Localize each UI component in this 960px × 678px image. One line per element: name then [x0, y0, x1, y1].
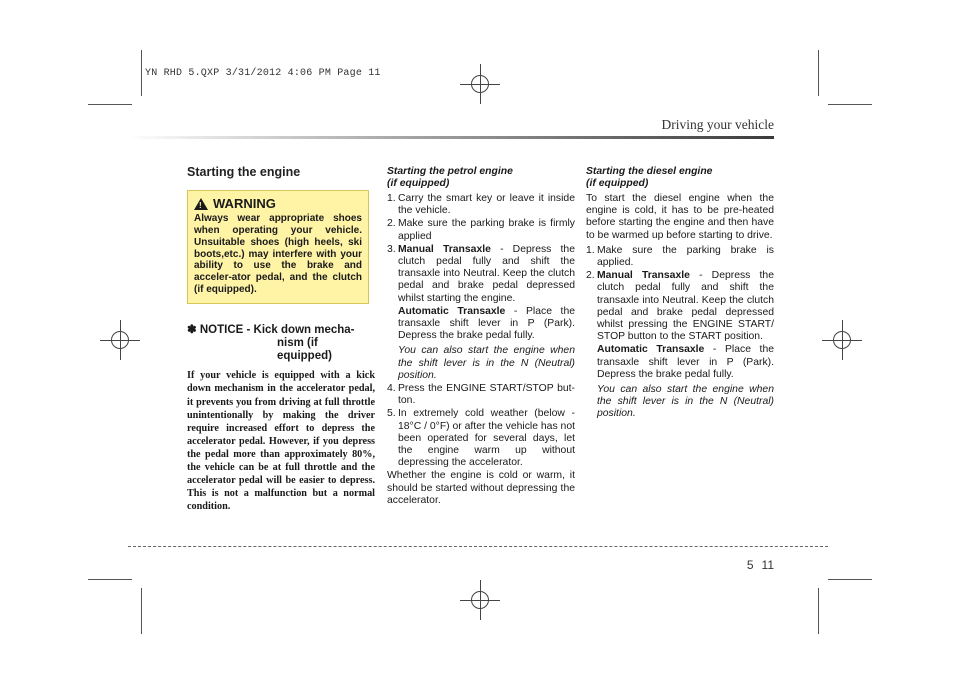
notice-body: If your vehicle is equipped with a kick down mechanism in the accelerator pedal, it prevents you from driving at full throttle unintentionally by making the driver require increased effort to depress the accelerator pedal. However, if you depress the pedal more than approximately 80%, the vehicle can be at full throttle and the accelerator pedal will be easier to depress. This is not a malfunction but a normal condition. — [187, 370, 375, 513]
page-number — [747, 558, 774, 572]
step-label: Automatic Transaxle — [398, 305, 506, 317]
step-number: 1. — [586, 244, 595, 256]
automatic-transaxle-note — [387, 306, 575, 343]
footer-rule — [128, 546, 828, 547]
step-text — [597, 270, 774, 343]
print-slug: YN RHD 5.QXP 3/31/2012 4:06 PM Page 11 — [145, 68, 381, 79]
crop-mark — [88, 104, 132, 105]
section-heading: Starting the engine — [187, 165, 301, 179]
petrol-steps — [387, 193, 575, 469]
list-item — [387, 383, 575, 407]
list-item — [586, 245, 774, 269]
step-label: Manual Transaxle — [398, 243, 491, 255]
warning-box — [187, 190, 369, 304]
notice-title-line2: nism (if equipped) — [277, 337, 332, 363]
column-middle — [387, 166, 575, 507]
step-text: In extremely cold weather (below - 18°C / 0°F) or after the vehicle has not been operated for several days, let the engine warm up without depressing the accelerator. — [398, 408, 575, 469]
list-item — [387, 244, 575, 305]
petrol-heading-line1: Starting the petrol engine — [387, 166, 513, 177]
crop-mark — [88, 579, 132, 580]
step-body: - Depress the clutch pedal fully and shift the transaxle into Neutral. Keep the clutch pedal and brake pedal depressed whilst starting the engine. — [398, 243, 575, 304]
list-item — [387, 193, 575, 217]
step-label: Manual Transaxle — [597, 270, 690, 282]
diesel-steps — [586, 245, 774, 421]
notice-title-line1: Kick down mecha- — [253, 324, 355, 337]
warning-icon — [194, 198, 208, 210]
neutral-note: You can also start the engine when the shift lever is in the N (Neutral) position. — [398, 345, 575, 381]
list-item — [387, 218, 575, 242]
step-text: Carry the smart key or leave it inside the vehicle. — [398, 193, 575, 217]
step-body: - Place the transaxle shift lever in P (Park). Depress the brake pedal fully. — [597, 344, 774, 380]
column-right — [586, 166, 774, 421]
step-text: Make sure the parking brake is firmly applied — [398, 218, 575, 242]
notice-label: NOTICE - — [199, 324, 251, 337]
registration-mark-bottom — [460, 580, 500, 620]
petrol-heading — [387, 166, 575, 190]
crop-mark — [818, 50, 819, 96]
petrol-heading-line2: (if equipped) — [387, 178, 450, 189]
step-number: 2. — [586, 270, 595, 282]
crop-mark — [818, 588, 819, 634]
step-number: 1. — [387, 193, 396, 204]
column-left — [187, 166, 375, 513]
warning-text: Always wear appropriate shoes when operating your vehicle. Unsuitable shoes (high heels, ski boots,etc.) may interfere with your ability to use the brake and acceler-ator pedal, and the clutch (if equipped). — [194, 213, 362, 295]
registration-mark-right — [822, 320, 862, 360]
registration-mark-top — [460, 64, 500, 104]
page-number-value: 11 — [761, 558, 774, 572]
warning-title: WARNING — [213, 196, 276, 212]
step-text: Make sure the parking brake is applied. — [597, 244, 774, 269]
step-text: Press the ENGINE START/STOP but-ton. — [398, 383, 575, 407]
step-number: 3. — [387, 243, 396, 255]
step-number: 5. — [387, 408, 396, 420]
header-rule — [128, 136, 774, 139]
closing-paragraph: Whether the engine is cold or warm, it should be started without depressing the accelerator. — [387, 470, 575, 506]
crop-mark — [141, 588, 142, 634]
step-text — [398, 244, 575, 305]
crop-mark — [141, 50, 142, 96]
section-number: 5 — [746, 558, 754, 572]
step-number: 4. — [387, 383, 396, 395]
diesel-heading-line1: Starting the diesel engine — [586, 166, 713, 177]
step-label: Automatic Transaxle — [597, 344, 705, 356]
notice-symbol-icon: ✽ — [187, 324, 197, 337]
automatic-transaxle-note — [586, 344, 774, 381]
crop-mark — [828, 579, 872, 580]
crop-mark — [828, 104, 872, 105]
diesel-intro: To start the diesel engine when the engine is cold, it has to be pre-heated before starting the engine and then have to be warmed up before starting to drive. — [586, 193, 774, 241]
diesel-heading-line2: (if equipped) — [586, 178, 649, 189]
page-header-title: Driving your vehicle — [661, 117, 774, 132]
registration-mark-left — [100, 320, 140, 360]
step-number: 2. — [387, 218, 396, 230]
neutral-note: You can also start the engine when the shift lever is in the N (Neutral) position. — [597, 384, 774, 420]
step-body: - Place the transaxle shift lever in P (Park). Depress the brake pedal fully. — [398, 305, 575, 342]
diesel-heading — [586, 166, 774, 190]
list-item — [586, 270, 774, 343]
notice-heading — [187, 324, 375, 363]
list-item — [387, 408, 575, 469]
step-body: - Depress the clutch pedal fully and shift the transaxle into Neutral. Keep the clutch pedal and brake pedal depressed whilst pressing the ENGINE START/ STOP button to the START position. — [597, 270, 774, 343]
